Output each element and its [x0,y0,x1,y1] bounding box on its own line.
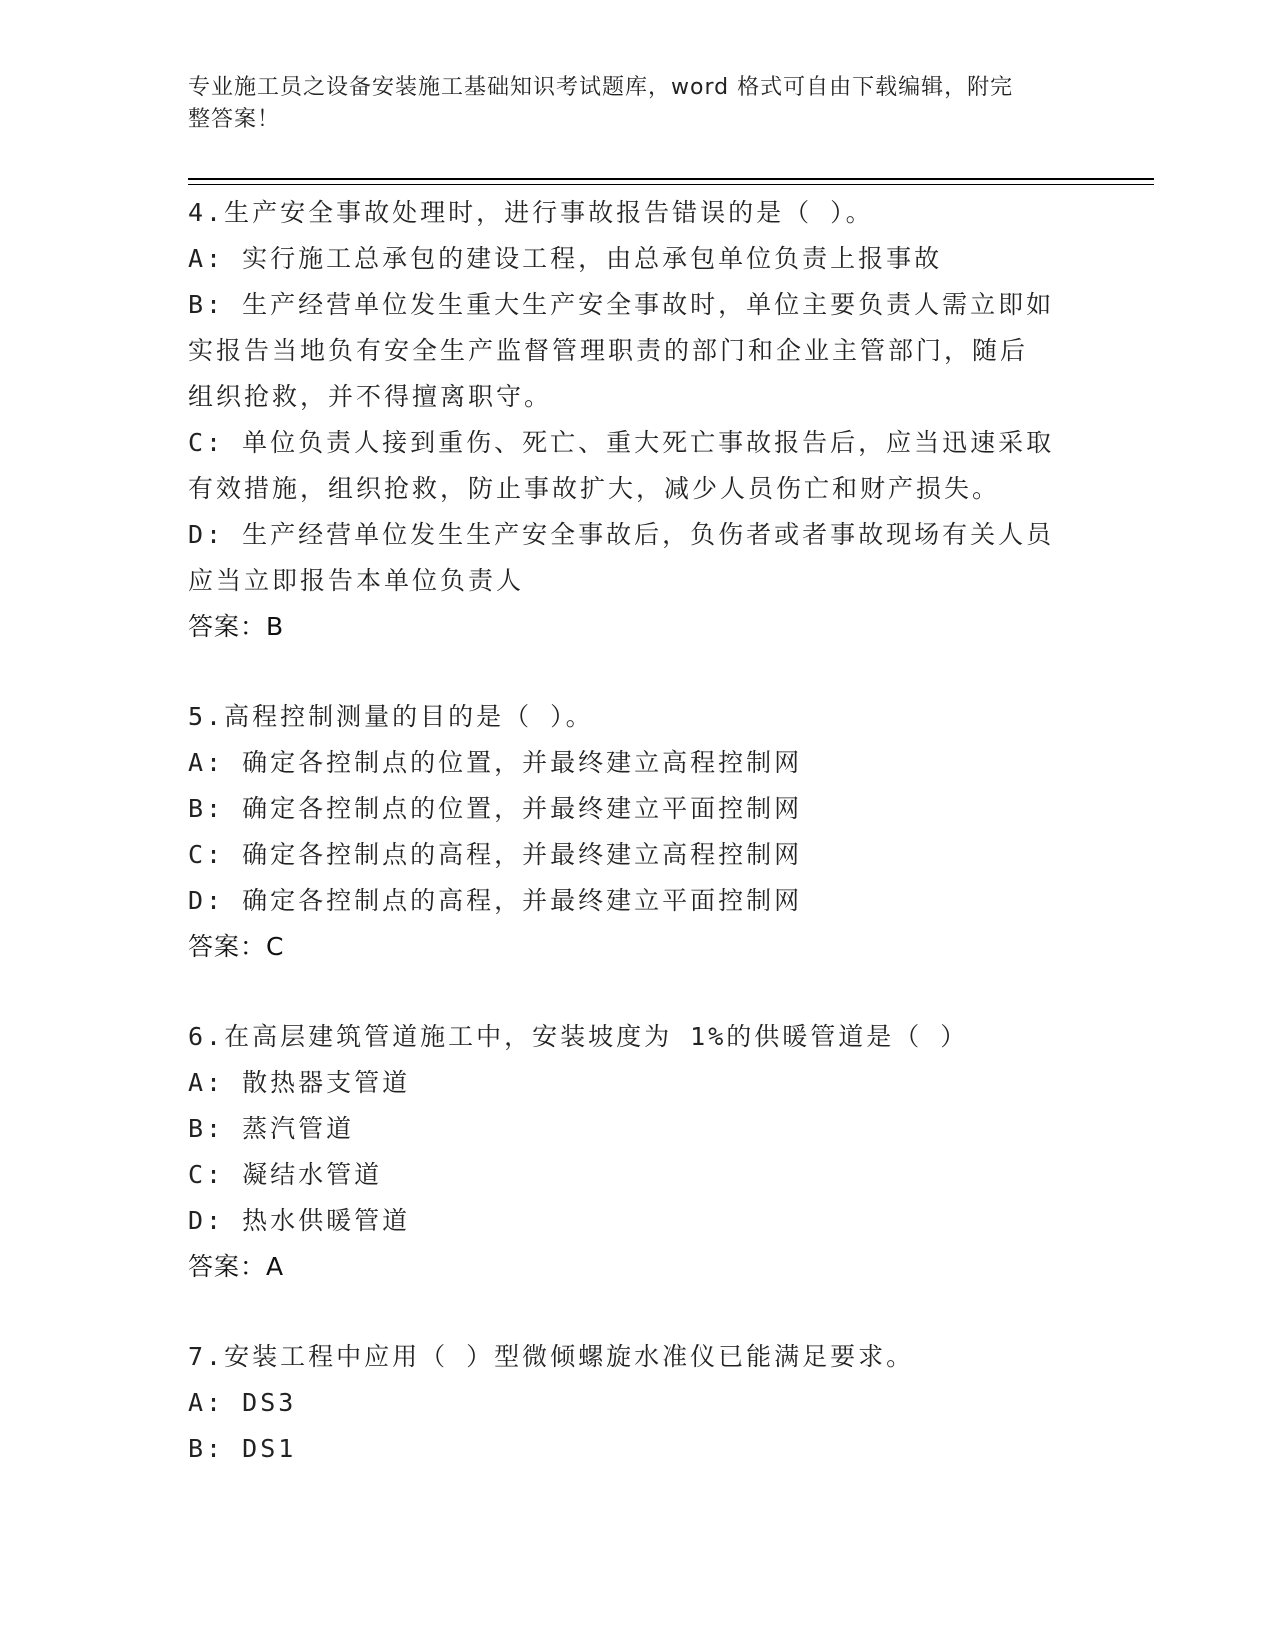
option-c: C: 确定各控制点的高程，并最终建立高程控制网 [188,840,803,869]
option-a: A: 实行施工总承包的建设工程，由总承包单位负责上报事故 [188,244,943,273]
option-c-line-1: C: 单位负责人接到重伤、死亡、重大死亡事故报告后，应当迅速采取 [188,428,1055,457]
header-divider-thin [188,184,1154,185]
question-stem: 6.在高层建筑管道施工中，安装坡度为 1%的供暖管道是（ ） [188,1022,969,1051]
question-stem: 7.安装工程中应用（ ）型微倾螺旋水准仪已能满足要求。 [188,1342,915,1371]
option-b-line-2: 实报告当地负有安全生产监督管理职责的部门和企业主管部门，随后 [188,336,1029,365]
option-b-line-1: B: 生产经营单位发生重大生产安全事故时，单位主要负责人需立即如 [188,290,1055,319]
answer-label: 答案：A [188,1252,285,1281]
option-d-line-1: D: 生产经营单位发生生产安全事故后，负伤者或者事故现场有关人员 [188,520,1055,549]
question-list [188,190,1088,1472]
option-d: D: 确定各控制点的高程，并最终建立平面控制网 [188,886,803,915]
option-a: A: 确定各控制点的位置，并最终建立高程控制网 [188,748,803,777]
answer-label: 答案：B [188,612,285,641]
option-d-line-2: 应当立即报告本单位负责人 [188,566,525,595]
option-a: A: DS3 [188,1388,297,1417]
option-c-line-2: 有效措施，组织抢救，防止事故扩大，减少人员伤亡和财产损失。 [188,474,1001,503]
question-spacer [188,970,1088,1014]
question-stem: 5.高程控制测量的目的是（ ）。 [188,702,594,731]
question-spacer [188,650,1088,694]
question-5 [188,694,1088,970]
document-header [188,72,1068,136]
option-b-line-3: 组织抢救，并不得擅离职守。 [188,382,553,411]
question-4 [188,190,1088,650]
option-a: A: 散热器支管道 [188,1068,411,1097]
option-b: B: 蒸汽管道 [188,1114,355,1143]
question-stem: 4.生产安全事故处理时，进行事故报告错误的是（ ）。 [188,198,874,227]
option-b: B: 确定各控制点的位置，并最终建立平面控制网 [188,794,803,823]
header-line-1: 专业施工员之设备安装施工基础知识考试题库，word 格式可自由下载编辑，附完 [188,75,1014,100]
header-divider-thick [188,178,1154,180]
header-line-2: 整答案！ [188,107,281,132]
question-6 [188,1014,1088,1290]
answer-label: 答案：C [188,932,285,961]
option-c: C: 凝结水管道 [188,1160,383,1189]
question-spacer [188,1290,1088,1334]
option-d: D: 热水供暖管道 [188,1206,411,1235]
option-b: B: DS1 [188,1434,297,1463]
question-7 [188,1334,1088,1472]
